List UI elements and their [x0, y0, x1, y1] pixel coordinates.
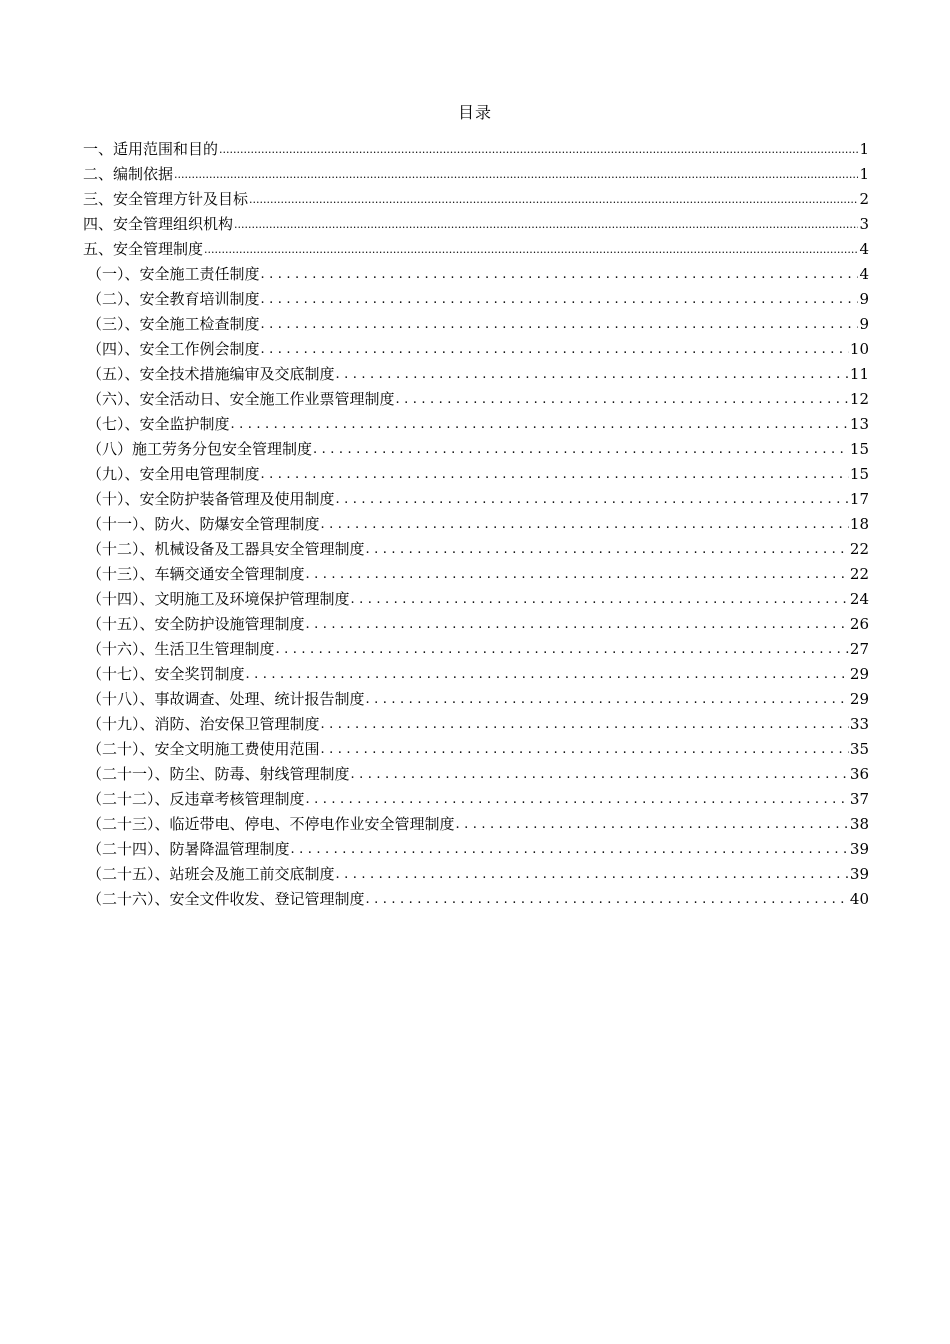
toc-entry[interactable] [83, 162, 869, 187]
toc-entry[interactable] [83, 712, 869, 737]
toc-page-number: 39 [849, 840, 869, 858]
toc-entry-label: （一）、安全施工责任制度 [87, 265, 260, 283]
toc-entry[interactable] [83, 462, 869, 487]
toc-entry[interactable] [83, 187, 869, 212]
toc-page-number: 33 [849, 715, 869, 733]
toc-page-number: 10 [849, 340, 869, 358]
toc-dot-leader [351, 762, 849, 787]
toc-page-number: 18 [849, 515, 869, 533]
toc-page-number: 29 [849, 665, 869, 683]
toc-page-number: 36 [849, 765, 869, 783]
toc-entry-label: （十五）、安全防护设施管理制度 [87, 615, 305, 633]
toc-page-number: 29 [849, 690, 869, 708]
toc-entry-label: （八）施工劳务分包安全管理制度 [87, 440, 313, 458]
toc-entry-label: （十六）、生活卫生管理制度 [87, 640, 275, 658]
toc-dot-leader [306, 612, 849, 637]
toc-entry-label: 四、安全管理组织机构 [83, 215, 234, 233]
toc-page-number: 2 [859, 190, 869, 208]
toc-entry[interactable] [83, 262, 869, 287]
toc-dot-leader [313, 437, 849, 462]
toc-entry[interactable] [83, 812, 869, 837]
toc-dot-leader [261, 337, 849, 362]
toc-entry-label: （二十二）、反违章考核管理制度 [87, 790, 305, 808]
toc-entry-label: （十一）、防火、防爆安全管理制度 [87, 515, 320, 533]
toc-dot-leader [321, 512, 849, 537]
toc-dot-leader [306, 787, 849, 812]
toc-page-number: 22 [849, 565, 869, 583]
toc-entry-label: 五、安全管理制度 [83, 240, 204, 258]
toc-entry[interactable] [83, 412, 869, 437]
toc-page-number: 35 [849, 740, 869, 758]
toc-entry[interactable] [83, 787, 869, 812]
toc-page-number: 1 [859, 140, 869, 158]
toc-entry-label: （十四）、文明施工及环境保护管理制度 [87, 590, 350, 608]
toc-entry-label: （二）、安全教育培训制度 [87, 290, 260, 308]
toc-list [83, 137, 869, 912]
toc-entry-label: （二十四）、防暑降温管理制度 [87, 840, 290, 858]
toc-entry[interactable] [83, 587, 869, 612]
toc-dot-leader [351, 587, 849, 612]
toc-page-number: 15 [849, 440, 869, 458]
toc-page-number: 17 [849, 490, 869, 508]
toc-entry-label: （二十六）、安全文件收发、登记管理制度 [87, 890, 365, 908]
toc-entry-label: （十三）、车辆交通安全管理制度 [87, 565, 305, 583]
toc-entry[interactable] [83, 762, 869, 787]
toc-entry-label: （七）、安全监护制度 [87, 415, 230, 433]
toc-entry[interactable] [83, 487, 869, 512]
toc-dot-leader [321, 712, 849, 737]
toc-page-number: 1 [859, 165, 869, 183]
toc-entry-label: （二十一）、防尘、防毒、射线管理制度 [87, 765, 350, 783]
toc-entry[interactable] [83, 362, 869, 387]
toc-entry-label: （四）、安全工作例会制度 [87, 340, 260, 358]
toc-entry[interactable] [83, 512, 869, 537]
toc-entry[interactable] [83, 612, 869, 637]
toc-dot-leader [366, 887, 849, 912]
toc-entry-label: （十）、安全防护装备管理及使用制度 [87, 490, 335, 508]
toc-page-number: 3 [859, 215, 869, 233]
toc-entry[interactable] [83, 637, 869, 662]
toc-dot-leader [291, 837, 849, 862]
toc-dot-leader [336, 862, 849, 887]
toc-entry[interactable] [83, 387, 869, 412]
toc-page-number: 15 [849, 465, 869, 483]
toc-entry[interactable] [83, 737, 869, 762]
toc-entry[interactable] [83, 862, 869, 887]
toc-entry-label: （二十三）、临近带电、停电、不停电作业安全管理制度 [87, 815, 455, 833]
toc-entry-label: 二、编制依据 [83, 165, 174, 183]
toc-dot-leader [366, 687, 849, 712]
toc-dot-leader [366, 537, 849, 562]
toc-page-number: 11 [849, 365, 869, 383]
toc-entry[interactable] [83, 212, 869, 237]
toc-entry[interactable] [83, 562, 869, 587]
toc-dot-leader [396, 387, 849, 412]
toc-dot-leader [261, 287, 859, 312]
toc-dot-leader [261, 462, 849, 487]
toc-entry[interactable] [83, 437, 869, 462]
toc-entry-label: 一、适用范围和目的 [83, 140, 219, 158]
toc-page-number: 4 [859, 265, 869, 283]
toc-entry-label: 三、安全管理方针及目标 [83, 190, 249, 208]
toc-entry-label: （十八）、事故调查、处理、统计报告制度 [87, 690, 365, 708]
toc-page-number: 40 [849, 890, 869, 908]
toc-page-number: 24 [849, 590, 869, 608]
toc-dot-leader [204, 237, 858, 262]
toc-dot-leader [321, 737, 849, 762]
toc-entry[interactable] [83, 137, 869, 162]
toc-entry[interactable] [83, 337, 869, 362]
toc-entry-label: （五）、安全技术措施编审及交底制度 [87, 365, 335, 383]
toc-entry-label: （三）、安全施工检查制度 [87, 315, 260, 333]
toc-entry[interactable] [83, 312, 869, 337]
toc-page-number: 9 [859, 315, 869, 333]
toc-page-number: 39 [849, 865, 869, 883]
toc-dot-leader [249, 187, 858, 212]
toc-page-number: 9 [859, 290, 869, 308]
toc-entry-label: （十七）、安全奖罚制度 [87, 665, 245, 683]
toc-dot-leader [336, 362, 849, 387]
toc-entry[interactable] [83, 837, 869, 862]
toc-dot-leader [231, 412, 849, 437]
toc-page-number: 27 [849, 640, 869, 658]
toc-dot-leader [246, 662, 849, 687]
toc-dot-leader [306, 562, 849, 587]
toc-entry[interactable] [83, 287, 869, 312]
toc-dot-leader [456, 812, 849, 837]
toc-page-number: 4 [859, 240, 869, 258]
toc-entry[interactable] [83, 237, 869, 262]
toc-page-number: 26 [849, 615, 869, 633]
toc-page-number: 37 [849, 790, 869, 808]
toc-entry-label: （六）、安全活动日、安全施工作业票管理制度 [87, 390, 395, 408]
toc-page-number: 22 [849, 540, 869, 558]
toc-entry[interactable] [83, 537, 869, 562]
toc-dot-leader [261, 262, 859, 287]
toc-dot-leader [219, 137, 858, 162]
toc-entry[interactable] [83, 662, 869, 687]
toc-title: 目录 [457, 103, 492, 122]
toc-entry[interactable] [83, 887, 869, 912]
toc-entry[interactable] [83, 687, 869, 712]
toc-entry-label: （二十）、安全文明施工费使用范围 [87, 740, 320, 758]
toc-entry-label: （二十五）、站班会及施工前交底制度 [87, 865, 335, 883]
toc-page-number: 12 [849, 390, 869, 408]
toc-page-number: 38 [849, 815, 869, 833]
toc-dot-leader [261, 312, 859, 337]
toc-dot-leader [336, 487, 849, 512]
toc-entry-label: （十九）、消防、治安保卫管理制度 [87, 715, 320, 733]
toc-dot-leader [234, 212, 858, 237]
toc-dot-leader [174, 162, 858, 187]
toc-page-number: 13 [849, 415, 869, 433]
toc-entry-label: （十二）、机械设备及工器具安全管理制度 [87, 540, 365, 558]
toc-entry-label: （九）、安全用电管理制度 [87, 465, 260, 483]
toc-dot-leader [276, 637, 849, 662]
